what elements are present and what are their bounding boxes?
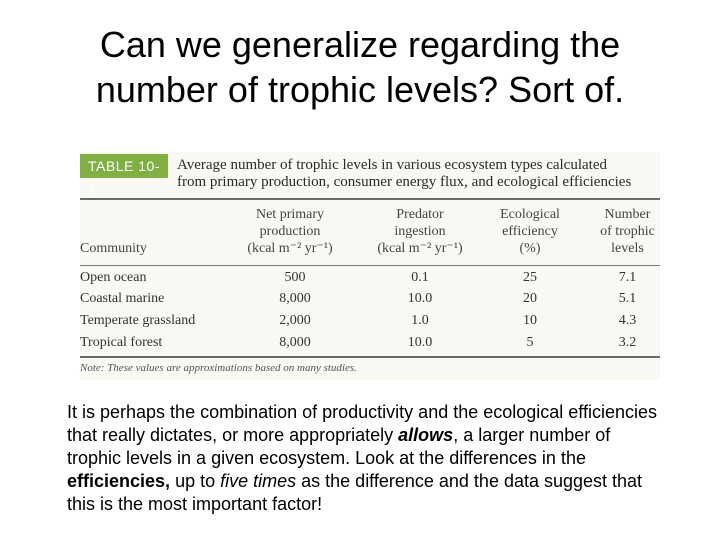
body-text-part: It is perhaps the combination of productivity and the ecological efficiencies that really dictates, or more appropriately <box>67 402 658 445</box>
body-text-part: up to <box>170 471 221 491</box>
column-header-npp-line: Net primary <box>255 207 325 222</box>
cell-efficiency: 25 <box>523 270 537 285</box>
cell-community: Temperate grassland <box>80 313 196 328</box>
slide-title <box>0 22 720 112</box>
cell-community: Tropical forest <box>80 335 163 350</box>
table-rule-top <box>80 198 660 200</box>
cell-npp: 2,000 <box>279 313 311 328</box>
column-header-predator-line: Predator <box>396 207 444 222</box>
cell-npp: 8,000 <box>279 335 311 350</box>
column-header-levels-line: of trophic <box>600 224 655 239</box>
column-header-levels-line: Number <box>604 207 651 222</box>
cell-community: Open ocean <box>80 270 147 285</box>
table-rule-header <box>80 265 660 266</box>
column-header-predator-line: ingestion <box>394 224 446 239</box>
column-header-npp <box>230 206 350 257</box>
column-header-levels-line: levels <box>611 241 644 256</box>
cell-community: Coastal marine <box>80 291 165 306</box>
column-header-community: Community <box>80 241 147 256</box>
column-header-efficiency <box>485 206 575 257</box>
cell-npp: 500 <box>284 270 306 285</box>
table-header <box>80 152 660 196</box>
table-note: Note: These values are approximations based on many studies. <box>80 362 357 374</box>
cell-levels: 5.1 <box>618 291 637 306</box>
table-figure <box>80 152 660 380</box>
table-caption-line-2: from primary production, consumer energy flux, and ecological efficiencies <box>177 174 632 190</box>
cell-levels: 7.1 <box>618 270 637 285</box>
cell-predator: 0.1 <box>411 270 429 285</box>
table-caption-line-1: Average number of trophic levels in various ecosystem types calculated <box>177 157 607 173</box>
body-paragraph <box>67 401 667 516</box>
column-header-efficiency-line: (%) <box>519 241 541 256</box>
cell-predator: 1.0 <box>411 313 429 328</box>
slide-title-line-1: Can we generalize regarding the <box>99 24 621 65</box>
table-rule-bottom <box>80 356 660 358</box>
column-header-npp-line: production <box>259 224 321 239</box>
body-emphasis-efficiencies: efficiencies, <box>67 471 171 491</box>
cell-efficiency: 5 <box>526 335 534 350</box>
body-emphasis-allows: allows <box>398 425 454 445</box>
cell-npp: 8,000 <box>279 291 311 306</box>
body-emphasis-five-times: five times <box>220 471 297 491</box>
slide-title-line-2: number of trophic levels? Sort of. <box>95 69 625 110</box>
cell-levels: 4.3 <box>618 313 637 328</box>
body-text-part: , a larger number of trophic levels in a given ecosystem. Look at the differences in the <box>67 425 611 468</box>
column-header-efficiency-line: efficiency <box>502 224 558 239</box>
table-caption <box>177 157 657 191</box>
cell-predator: 10.0 <box>407 335 433 350</box>
column-header-npp-line: (kcal m⁻² yr⁻¹) <box>247 241 333 256</box>
column-header-efficiency-line: Ecological <box>500 207 560 222</box>
column-header-levels <box>585 206 670 257</box>
column-header-predator-line: (kcal m⁻² yr⁻¹) <box>377 241 463 256</box>
cell-predator: 10.0 <box>407 291 433 306</box>
body-text-part: as the difference and the data suggest that this is the most important factor! <box>67 471 643 514</box>
column-header-predator <box>360 206 480 257</box>
cell-efficiency: 20 <box>523 291 537 306</box>
table-number-badge: TABLE 10-7 <box>80 154 168 178</box>
cell-efficiency: 10 <box>523 313 537 328</box>
cell-levels: 3.2 <box>618 335 637 350</box>
